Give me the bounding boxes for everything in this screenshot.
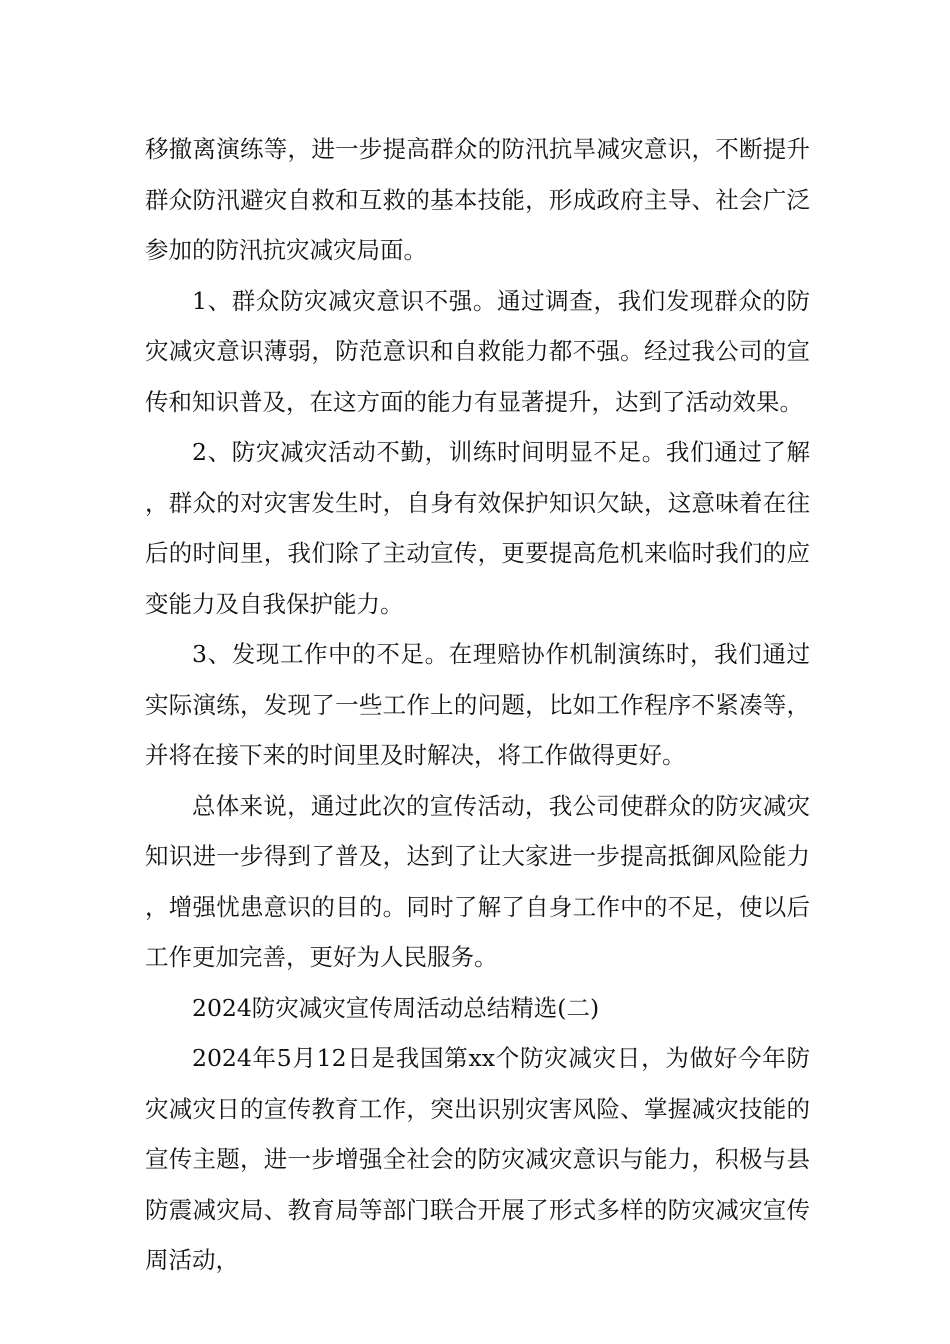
section-heading: 2024防灾减灾宣传周活动总结精选(二) (192, 993, 600, 1022)
paragraph-intro-continuation: 移撤离演练等，进一步提高群众的防汛抗旱减灾意识，不断提升群众防汛避灾自救和互救的基本技能，形成政府主导、社会广泛参加的防汛抗灾减灾局面。 (145, 135, 810, 264)
document-body (145, 124, 810, 1286)
paragraph-point-2: 2、防灾减灾活动不勤，训练时间明显不足。我们通过了解，群众的对灾害发生时，自身有效保护知识欠缺，这意味着在往后的时间里，我们除了主动宣传，更要提高危机来临时我们的应变能力及自我保护能力。 (145, 438, 810, 618)
paragraph-summary: 总体来说，通过此次的宣传活动，我公司使群众的防灾减灾知识进一步得到了普及，达到了让大家进一步提高抵御风险能力，增强忧患意识的目的。同时了解了自身工作中的不足，使以后工作更加完善，更好为人民服务。 (145, 791, 810, 971)
paragraph-section-2-intro: 2024年5月12日是我国第xx个防灾减灾日，为做好今年防灾减灾日的宣传教育工作，突出识别灾害风险、掌握减灾技能的宣传主题，进一步增强全社会的防灾减灾意识与能力，积极与县防震减灾局、教育局等部门联合开展了形式多样的防灾减灾宣传周活动， (145, 1044, 810, 1274)
paragraph-point-1: 1、群众防灾减灾意识不强。通过调查，我们发现群众的防灾减灾意识薄弱，防范意识和自救能力都不强。经过我公司的宣传和知识普及，在这方面的能力有显著提升，达到了活动效果。 (145, 286, 810, 416)
paragraph-point-3: 3、发现工作中的不足。在理赔协作机制演练时，我们通过实际演练，发现了一些工作上的问题，比如工作程序不紧凑等，并将在接下来的时间里及时解决，将工作做得更好。 (145, 640, 810, 769)
